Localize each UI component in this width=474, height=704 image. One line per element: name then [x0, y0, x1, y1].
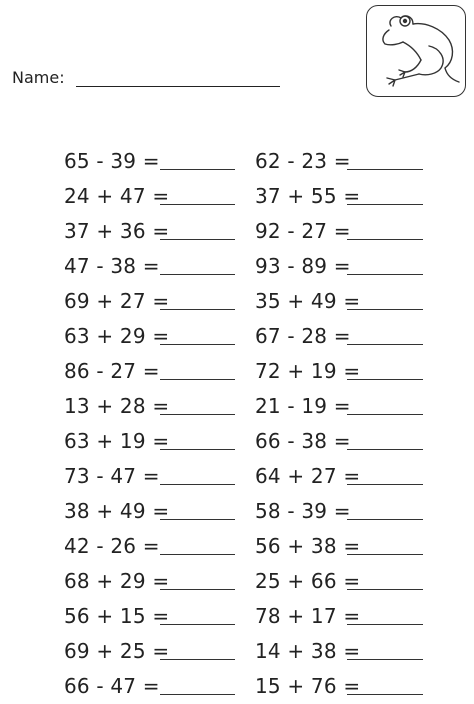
- problem-right-12: 56 + 38 =: [255, 534, 361, 558]
- answer-line-right-15[interactable]: [347, 659, 423, 660]
- answer-line-left-15[interactable]: [160, 659, 235, 660]
- problem-right-7: 72 + 19 =: [255, 359, 361, 383]
- problem-right-8: 21 - 19 =: [255, 394, 351, 418]
- answer-line-right-8[interactable]: [347, 414, 423, 415]
- answer-line-right-13[interactable]: [347, 589, 423, 590]
- answer-line-left-4[interactable]: [160, 274, 235, 275]
- problem-right-1: 62 - 23 =: [255, 149, 351, 173]
- answer-line-left-13[interactable]: [160, 589, 235, 590]
- problem-left-6: 63 + 29 =: [64, 324, 170, 348]
- answer-line-left-2[interactable]: [160, 204, 235, 205]
- problem-left-14: 56 + 15 =: [64, 604, 170, 628]
- answer-line-left-12[interactable]: [160, 554, 235, 555]
- problem-left-12: 42 - 26 =: [64, 534, 160, 558]
- answer-line-left-6[interactable]: [160, 344, 235, 345]
- problem-left-15: 69 + 25 =: [64, 639, 170, 663]
- answer-line-left-11[interactable]: [160, 519, 235, 520]
- problem-left-7: 86 - 27 =: [64, 359, 160, 383]
- problem-right-9: 66 - 38 =: [255, 429, 351, 453]
- problem-right-5: 35 + 49 =: [255, 289, 361, 313]
- problem-right-15: 14 + 38 =: [255, 639, 361, 663]
- problem-right-11: 58 - 39 =: [255, 499, 351, 523]
- answer-line-right-5[interactable]: [347, 309, 423, 310]
- answer-line-right-16[interactable]: [347, 694, 423, 695]
- answer-line-right-3[interactable]: [347, 239, 423, 240]
- answer-line-left-14[interactable]: [160, 624, 235, 625]
- problem-left-13: 68 + 29 =: [64, 569, 170, 593]
- answer-line-left-9[interactable]: [160, 449, 235, 450]
- answer-line-left-3[interactable]: [160, 239, 235, 240]
- answer-line-right-2[interactable]: [347, 204, 423, 205]
- answer-line-right-11[interactable]: [347, 519, 423, 520]
- problem-left-2: 24 + 47 =: [64, 184, 170, 208]
- answer-line-right-12[interactable]: [347, 554, 423, 555]
- problem-right-16: 15 + 76 =: [255, 674, 361, 698]
- answer-line-left-8[interactable]: [160, 414, 235, 415]
- problem-right-13: 25 + 66 =: [255, 569, 361, 593]
- problem-left-11: 38 + 49 =: [64, 499, 170, 523]
- problem-left-10: 73 - 47 =: [64, 464, 160, 488]
- answer-line-right-9[interactable]: [347, 449, 423, 450]
- answer-line-right-4[interactable]: [347, 274, 423, 275]
- problem-left-9: 63 + 19 =: [64, 429, 170, 453]
- problem-left-3: 37 + 36 =: [64, 219, 170, 243]
- problem-right-2: 37 + 55 =: [255, 184, 361, 208]
- answer-line-right-1[interactable]: [347, 169, 423, 170]
- answer-line-right-6[interactable]: [347, 344, 423, 345]
- answer-line-right-7[interactable]: [347, 379, 423, 380]
- problem-right-10: 64 + 27 =: [255, 464, 361, 488]
- answer-line-left-7[interactable]: [160, 379, 235, 380]
- problem-right-4: 93 - 89 =: [255, 254, 351, 278]
- problem-left-1: 65 - 39 =: [64, 149, 160, 173]
- answer-line-left-10[interactable]: [160, 484, 235, 485]
- answer-line-right-10[interactable]: [347, 484, 423, 485]
- problem-left-5: 69 + 27 =: [64, 289, 170, 313]
- problem-left-8: 13 + 28 =: [64, 394, 170, 418]
- answer-line-left-5[interactable]: [160, 309, 235, 310]
- problem-right-3: 92 - 27 =: [255, 219, 351, 243]
- answer-line-left-16[interactable]: [160, 694, 235, 695]
- name-label: Name:: [12, 68, 65, 87]
- answer-line-left-1[interactable]: [160, 169, 235, 170]
- problem-right-6: 67 - 28 =: [255, 324, 351, 348]
- problem-left-16: 66 - 47 =: [64, 674, 160, 698]
- problem-right-14: 78 + 17 =: [255, 604, 361, 628]
- problem-left-4: 47 - 38 =: [64, 254, 160, 278]
- answer-line-right-14[interactable]: [347, 624, 423, 625]
